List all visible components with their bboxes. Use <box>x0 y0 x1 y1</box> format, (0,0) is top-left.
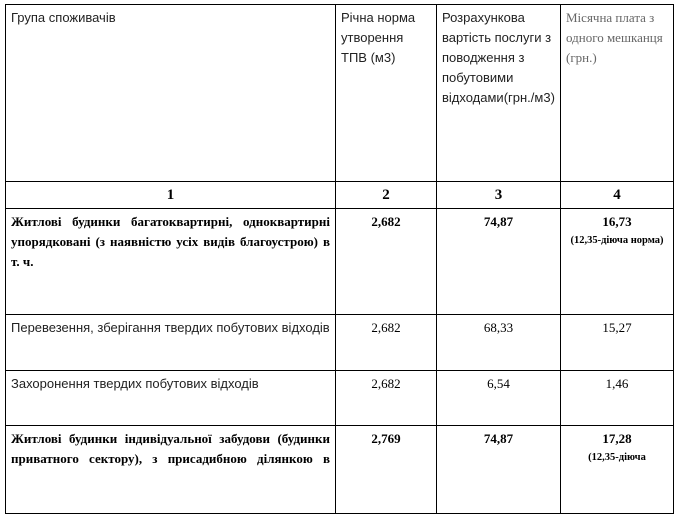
row-cost: 74,87 <box>437 426 561 514</box>
row-norm: 2,682 <box>336 209 437 315</box>
row-monthly-cell <box>561 209 674 315</box>
row-cost: 6,54 <box>437 371 561 426</box>
row-label: Житлові будинки індивідуальної забудови (будинки приватного сектору), з присадибною ділянкою в <box>6 426 336 514</box>
row-monthly: 17,28 <box>602 431 632 446</box>
row-cost: 68,33 <box>437 315 561 371</box>
tariff-table <box>5 4 674 514</box>
row-norm: 2,682 <box>336 371 437 426</box>
row-monthly: 16,73 <box>602 214 632 229</box>
row-note: (12,35-діюча норма) <box>570 235 664 246</box>
header-annual-norm: Річна норма утворення ТПВ (м3) <box>336 5 437 182</box>
header-row <box>6 5 674 182</box>
column-number-3: 3 <box>437 182 561 209</box>
row-monthly: 1,46 <box>561 371 674 426</box>
row-norm: 2,769 <box>336 426 437 514</box>
header-service-cost: Розрахункова вартість послуги з поводження з побутовими відходами(грн./м3) <box>437 5 561 182</box>
table-row <box>6 371 674 426</box>
column-number-2: 2 <box>336 182 437 209</box>
row-norm: 2,682 <box>336 315 437 371</box>
row-label: Житлові будинки багатоквартирні, одноквартирні упорядковані (з наявністю усіх видів благоустрою) в т. ч. <box>6 209 336 315</box>
column-number-row <box>6 182 674 209</box>
row-label: Перевезення, зберігання твердих побутових відходів <box>6 315 336 371</box>
header-monthly-fee: Місячна плата з одного мешканця (грн.) <box>561 5 674 182</box>
table-row <box>6 315 674 371</box>
row-cost: 74,87 <box>437 209 561 315</box>
row-monthly: 15,27 <box>561 315 674 371</box>
row-label: Захоронення твердих побутових відходів <box>6 371 336 426</box>
table-row <box>6 209 674 315</box>
column-number-1: 1 <box>6 182 336 209</box>
row-monthly-cell <box>561 426 674 514</box>
column-number-4: 4 <box>561 182 674 209</box>
row-note: (12,35-діюча <box>588 452 646 463</box>
header-consumer-group: Група споживачів <box>6 5 336 182</box>
table-row <box>6 426 674 514</box>
